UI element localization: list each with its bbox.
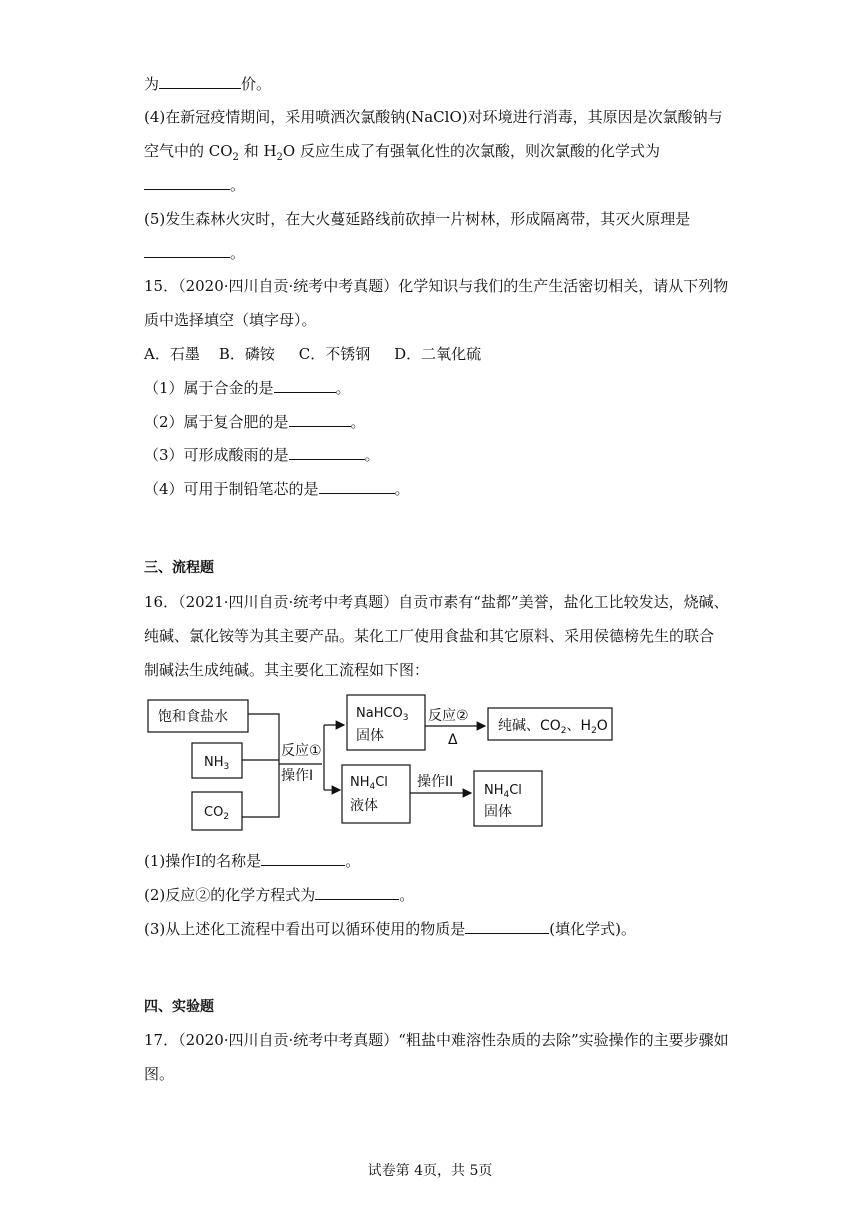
- label-co2: $CO_2$: [204, 805, 230, 822]
- answer-blank: [274, 378, 336, 393]
- q14-4-line2: 空气中的 $CO_2$ 和 $H_2O$ 反应生成了有强氧化性的次氯酸，则次氯酸的化学式为: [144, 142, 660, 163]
- q14-4-answer: 。: [144, 175, 245, 195]
- label-nh3: $NH_3$: [204, 755, 230, 772]
- answer-blank: [289, 445, 365, 460]
- q15-sub4: （4）可用于制铅笔芯的是 。: [144, 480, 410, 498]
- label-reaction1: 反应①: [281, 743, 322, 759]
- q14-5-line1: (5)发生森林火灾时，在大火蔓延路线前砍掉一片树林，形成隔离带，其灭火原理是: [144, 210, 691, 228]
- label-nahco3: NaHCO$_3$: [356, 706, 409, 723]
- q15-sub3: （3）可形成酸雨的是 。: [144, 446, 380, 464]
- q16-line1: 16．（2021·四川自贡·统考中考真题）自贡市素有“盐都”美誉，盐化工比较发达，烧碱、: [144, 593, 729, 611]
- q15-line1: 15．（2020·四川自贡·统考中考真题）化学知识与我们的生产生活密切相关，请从下列物: [144, 277, 729, 295]
- label-delta: Δ: [448, 732, 458, 748]
- q15-sub1: （1）属于合金的是 。: [144, 379, 351, 397]
- q17-line2: 图。: [144, 1065, 175, 1083]
- q14-3-tail: 为 价。: [144, 75, 272, 93]
- label-nh4cl-liquid: $NH_4Cl$: [350, 775, 388, 792]
- q16-sub2: (2)反应②的化学方程式为 。: [144, 886, 415, 904]
- q16-sub3: (3)从上述化工流程中看出可以循环使用的物质是 (填化学式)。: [144, 920, 636, 938]
- flow-diagram: [144, 690, 624, 835]
- q16-line2: 纯碱、氯化铵等为其主要产品。某化工厂使用食盐和其它原料、采用侯德榜先生的联合: [144, 627, 715, 645]
- label-nahco3-solid: 固体: [356, 728, 384, 744]
- answer-blank: [159, 74, 241, 89]
- label-nh4cl-solid-text: 固体: [484, 804, 512, 820]
- label-reaction2: 反应②: [428, 708, 469, 724]
- answer-blank: [465, 919, 549, 934]
- page-footer: 试卷第 4页，共 5页: [367, 1163, 493, 1179]
- q14-5-answer: 。: [144, 243, 245, 263]
- q16-line3: 制碱法生成纯碱。其主要化工流程如下图：: [144, 661, 430, 679]
- q16-sub1: (1)操作I的名称是 。: [144, 852, 361, 870]
- answer-blank: [289, 412, 351, 427]
- q15-sub2: （2）属于复合肥的是 。: [144, 413, 366, 431]
- section-heading-flow: 三、流程题: [144, 560, 214, 576]
- answer-blank: [315, 885, 399, 900]
- label-nh4cl-solid: $NH_4Cl$: [484, 783, 522, 800]
- answer-blank: [144, 243, 230, 258]
- section-heading-experiment: 四、实验题: [144, 999, 214, 1015]
- label-operation1: 操作I: [281, 768, 314, 784]
- q17-line1: 17．（2020·四川自贡·统考中考真题）“粗盐中难溶性杂质的去除”实验操作的主要步骤如: [144, 1031, 729, 1049]
- label-nh4cl-liquid-text: 液体: [350, 798, 378, 814]
- answer-blank: [319, 479, 395, 494]
- label-brine: 饱和食盐水: [158, 709, 228, 725]
- label-operation2: 操作II: [417, 774, 454, 790]
- label-products: 纯碱、$CO_2$、$H_2O$: [498, 718, 608, 736]
- answer-blank: [144, 175, 230, 190]
- q14-4-line1: (4)在新冠疫情期间，采用喷洒次氯酸钠(NaClO)对环境进行消毒，其原因是次氯酸钠与: [144, 108, 723, 126]
- box-nh4cl-liquid: [342, 765, 410, 823]
- q15-options: A．石墨 B．磷铵 C．不锈钢 D．二氧化硫: [144, 345, 482, 363]
- q15-line2: 质中选择填空（填字母）。: [144, 311, 317, 329]
- answer-blank: [261, 851, 345, 866]
